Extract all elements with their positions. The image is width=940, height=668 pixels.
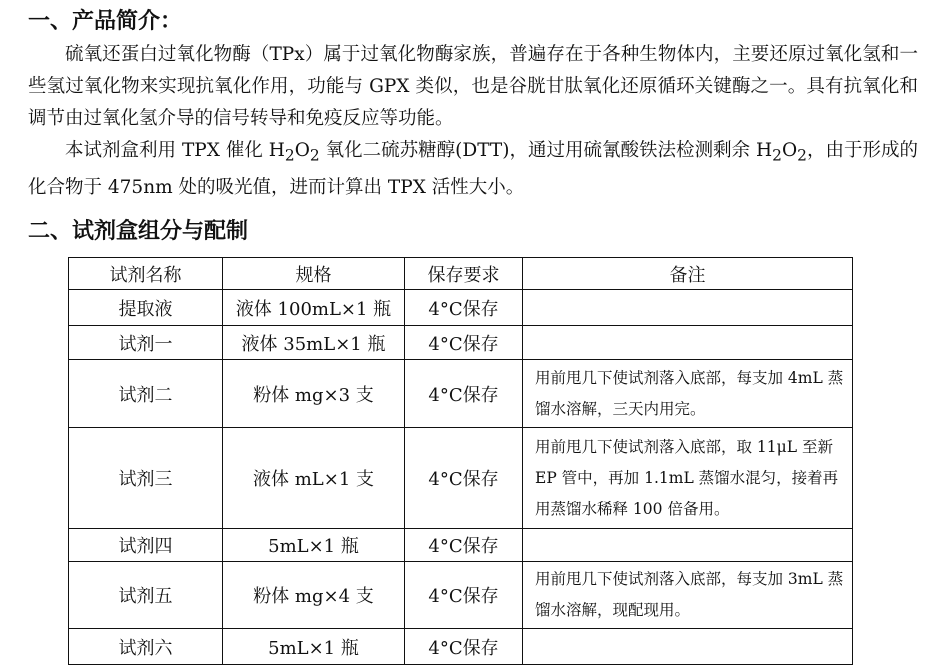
cell-name: 试剂四: [69, 529, 223, 562]
cell-note: 用前甩几下使试剂落入底部，每支加 4mL 蒸馏水溶解，三天内用完。: [523, 360, 853, 428]
table-row: [69, 326, 853, 360]
table-row: [69, 562, 853, 629]
section-title-components: 二、试剂盒组分与配制: [28, 219, 249, 244]
header-cell-name: 试剂名称: [69, 258, 223, 290]
cell-storage: 4°C保存: [405, 326, 523, 360]
header-cell-note: 备注: [523, 258, 853, 290]
cell-storage: 4°C保存: [405, 529, 523, 562]
cell-storage: 4°C保存: [405, 360, 523, 428]
cell-spec: 粉体 mg×3 支: [223, 360, 405, 428]
reagent-table: [68, 257, 853, 665]
intro-paragraph-2: 本试剂盒利用 TPX 催化 $H_2O_2$ 氧化二硫苏糖醇(DTT)，通过用硫氰酸铁法检测剩余 $H_2O_2$，由于形成的化合物于 475nm 处的吸光值，进而计算出 TPX 活性大小。: [28, 140, 919, 198]
table-header-row: [69, 258, 853, 290]
table-row: [69, 360, 853, 428]
cell-name: 试剂三: [69, 428, 223, 529]
cell-name: 试剂六: [69, 629, 223, 665]
intro-text: [28, 39, 918, 204]
cell-storage: 4°C保存: [405, 629, 523, 665]
cell-note: 用前甩几下使试剂落入底部，取 11μL 至新 EP 管中，再加 1.1mL 蒸馏水混匀，接着再用蒸馏水稀释 100 倍备用。: [523, 428, 853, 529]
header-cell-spec: 规格: [223, 258, 405, 290]
intro-paragraph-1: 硫氧还蛋白过氧化物酶（TPx）属于过氧化物酶家族，普遍存在于各种生物体内，主要还原过氧化氢和一些氢过氧化物来实现抗氧化作用，功能与 GPX 类似，也是谷胱甘肽氧化还原循环关键酶之一。具有抗氧化和调节由过氧化氢介导的信号转导和免疫反应等功能。: [28, 44, 918, 129]
cell-note: [523, 290, 853, 326]
cell-spec: 5mL×1 瓶: [223, 529, 405, 562]
header-cell-storage: 保存要求: [405, 258, 523, 290]
cell-spec: 5mL×1 瓶: [223, 629, 405, 665]
table-row: [69, 529, 853, 562]
cell-spec: 液体 35mL×1 瓶: [223, 326, 405, 360]
cell-note: 用前甩几下使试剂落入底部，每支加 3mL 蒸馏水溶解，现配现用。: [523, 562, 853, 629]
cell-spec: 粉体 mg×4 支: [223, 562, 405, 629]
cell-note: [523, 326, 853, 360]
table-row: [69, 290, 853, 326]
cell-storage: 4°C保存: [405, 428, 523, 529]
cell-storage: 4°C保存: [405, 290, 523, 326]
cell-note: [523, 529, 853, 562]
cell-name: 试剂一: [69, 326, 223, 360]
cell-name: 提取液: [69, 290, 223, 326]
cell-name: 试剂五: [69, 562, 223, 629]
section-title-intro: 一、产品简介：: [28, 9, 183, 34]
cell-spec: 液体 mL×1 支: [223, 428, 405, 529]
cell-storage: 4°C保存: [405, 562, 523, 629]
cell-note: [523, 629, 853, 665]
cell-name: 试剂二: [69, 360, 223, 428]
cell-spec: 液体 100mL×1 瓶: [223, 290, 405, 326]
table-row: [69, 428, 853, 529]
table-row: [69, 629, 853, 665]
